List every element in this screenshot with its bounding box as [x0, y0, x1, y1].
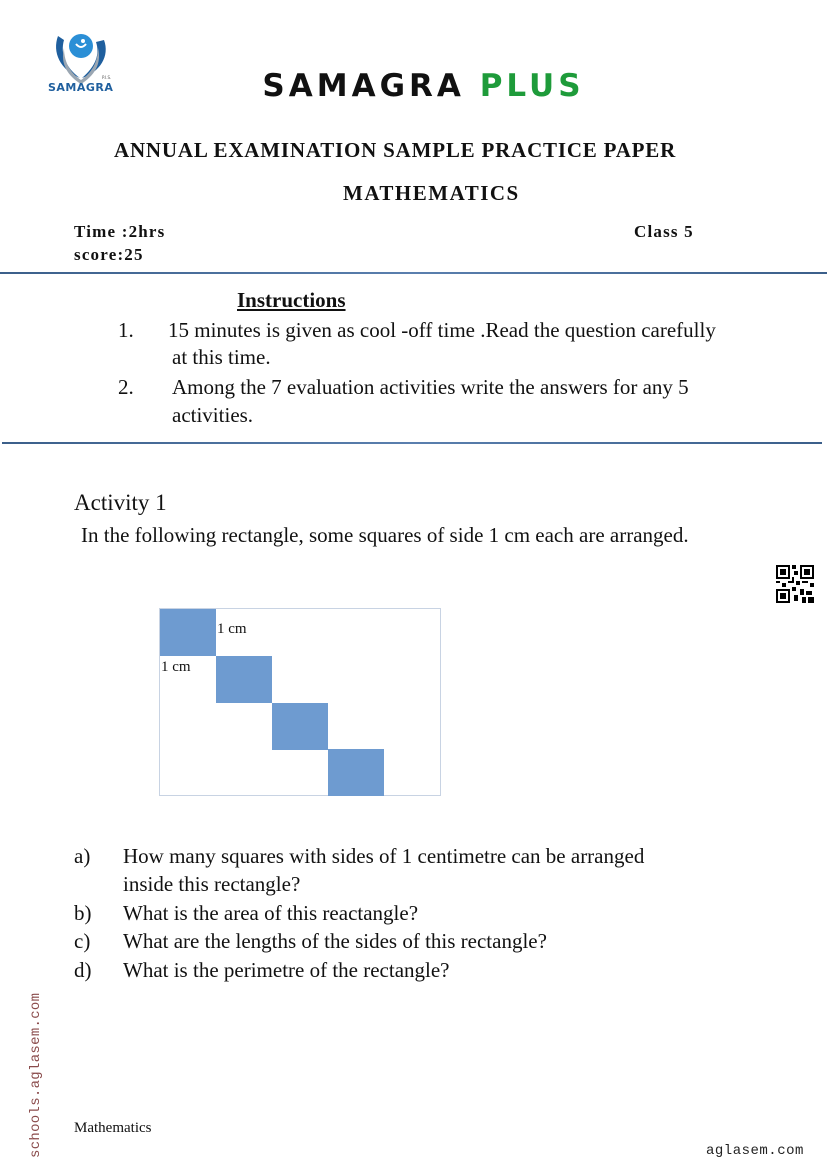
instructions-title: Instructions [237, 288, 346, 312]
question-c-text: What are the lengths of the sides of this rectangle? [123, 929, 547, 953]
footer-watermark: aglasem.com [706, 1143, 804, 1159]
footer-subject: Mathematics [74, 1120, 152, 1136]
activity-prompt: In the following rectangle, some squares of side 1 cm each are arranged. [81, 523, 689, 547]
page-title [0, 68, 827, 104]
instruction-1-line2: at this time. [172, 345, 271, 369]
question-b-text: What is the area of this reactangle? [123, 901, 419, 925]
divider-bottom [2, 442, 822, 444]
side-watermark [4, 968, 44, 1158]
activity-title: Activity 1 [74, 490, 167, 515]
logo-sup: P.I.S. [102, 75, 112, 80]
question-b-label: b) [74, 901, 92, 925]
question-c-label: c) [74, 929, 91, 953]
time-label: Time :2hrs [74, 222, 166, 241]
divider-top [0, 272, 827, 274]
side-watermark-text: schools.aglasem.com [28, 992, 44, 1158]
question-d-label: d) [74, 958, 92, 982]
label-left-1cm: 1 cm [161, 659, 191, 675]
score-label: score:25 [74, 245, 144, 264]
label-top-1cm: 1 cm [217, 621, 247, 637]
unit-square-1 [160, 609, 216, 656]
rectangle-diagram [159, 608, 441, 796]
question-a-line1: How many squares with sides of 1 centimetre can be arranged [123, 844, 645, 868]
title-accent: PLUS [479, 68, 585, 104]
instruction-num-2: 2. [118, 375, 134, 399]
unit-square-4 [328, 749, 384, 796]
subject-heading: MATHEMATICS [343, 181, 520, 205]
logo-text: SAMAGRA [48, 81, 114, 94]
instruction-1-line1: 15 minutes is given as cool -off time .Read the question carefully [168, 318, 716, 342]
instruction-2-line2: activities. [172, 403, 254, 427]
unit-square-3 [272, 703, 328, 750]
question-d-text: What is the perimetre of the rectangle? [123, 958, 450, 982]
title-main: SAMAGRA [262, 68, 465, 104]
question-a-line2: inside this rectangle? [123, 872, 301, 896]
instruction-2-line1: Among the 7 evaluation activities write the answers for any 5 [172, 375, 689, 399]
qr-code [776, 565, 814, 603]
unit-square-2 [216, 656, 272, 703]
instruction-num-1: 1. [118, 318, 134, 342]
exam-title: ANNUAL EXAMINATION SAMPLE PRACTICE PAPER [114, 138, 677, 162]
question-a-label: a) [74, 844, 91, 868]
qr-code-icon [776, 565, 814, 603]
class-label: Class 5 [634, 222, 694, 241]
